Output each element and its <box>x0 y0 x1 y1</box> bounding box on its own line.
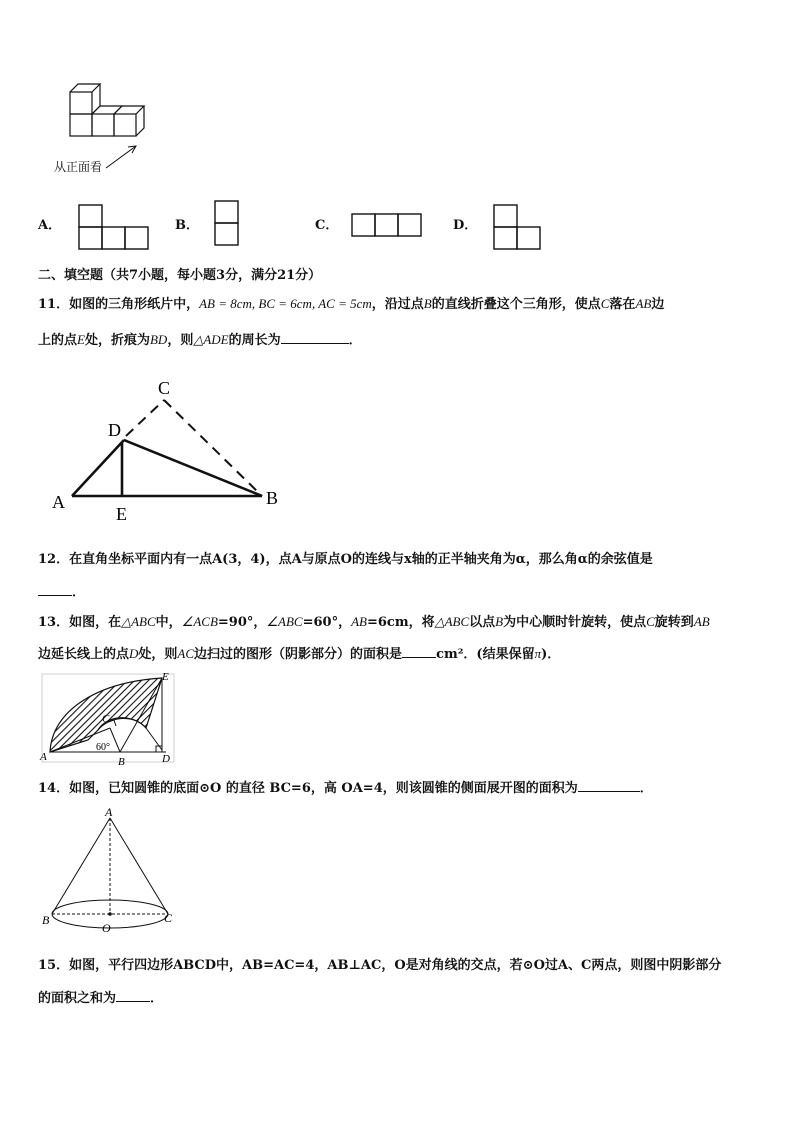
q14-cone-figure <box>38 805 188 935</box>
question-15-line-1: 15．如图，平行四边形ABCD中，AB=AC=4，AB⊥AC，O是对角线的交点，若⊙O过A、C两点，则图中阴影部分 <box>38 958 722 973</box>
q14-label-o: O <box>102 921 111 935</box>
option-d-label: D． <box>453 218 478 233</box>
figure-caption: 从正面看 <box>54 160 103 174</box>
option-d-figure <box>493 204 543 252</box>
q11-label-a: A <box>52 492 65 512</box>
answer-blank[interactable] <box>281 330 349 344</box>
question-13-line-1: 13．如图，在△ABC中，∠ACB=90°，∠ABC=60°，AB=6cm，将△ABC以点B为中心顺时针旋转，使点C旋转到AB <box>38 614 710 630</box>
q13-label-e: E <box>162 671 169 683</box>
q11-label-c: C <box>158 378 171 398</box>
q13-label-c: C <box>102 713 110 725</box>
q13-rotation-figure <box>38 670 178 766</box>
option-b-figure <box>214 200 240 248</box>
q13-label-b: B <box>118 756 125 768</box>
answer-blank[interactable] <box>116 988 150 1002</box>
question-11-line-1: 11．如图的三角形纸片中，AB = 8cm, BC = 6cm, AC = 5cm，沿过点B的直线折叠这个三角形，使点C落在AB边 <box>38 296 665 312</box>
question-13-line-2: 边延长线上的点D处，则AC边扫过的图形（阴影部分）的面积是 cm²．(结果保留π)． <box>38 646 561 662</box>
q14-label-a: A <box>105 805 113 819</box>
question-12-line-2: ． <box>38 582 768 603</box>
answer-blank[interactable] <box>402 644 436 658</box>
question-11-line-2: 上的点E处，折痕为BD，则△ADE的周长为 ． <box>38 332 362 348</box>
q13-angle-label: 60° <box>96 742 110 753</box>
answer-blank[interactable] <box>38 582 72 596</box>
q11-triangle-figure <box>48 376 288 526</box>
option-c-figure <box>351 213 423 239</box>
option-b-label: B． <box>175 218 199 233</box>
question-12-line-1: 12．在直角坐标平面内有一点A(3，4)，点A与原点O的连线与x轴的正半轴夹角为α，那么角α的余弦值是 <box>38 552 653 567</box>
question-15-line-2: 的面积之和为 ． <box>38 988 768 1009</box>
option-a-figure <box>78 204 150 252</box>
q13-label-a: A <box>40 751 47 763</box>
q11-label-d: D <box>108 420 121 440</box>
option-c-label: C． <box>315 218 339 233</box>
answer-blank[interactable] <box>578 778 640 792</box>
question-14-line-1: 14．如图，已知圆锥的底面⊙O 的直径 BC=6，高 OA=4，则该圆锥的侧面展开图的面积为 ． <box>38 778 768 799</box>
q14-label-c: C <box>164 911 173 925</box>
q14-label-b: B <box>42 913 50 927</box>
q11-label-b: B <box>266 488 279 508</box>
section-title: 二、填空题（共7小题，每小题3分，满分21分） <box>38 268 322 283</box>
option-a-label: A． <box>38 218 62 233</box>
view-direction-arrow-icon <box>104 142 144 172</box>
q13-label-d: D <box>162 753 170 765</box>
q11-label-e: E <box>116 504 127 524</box>
